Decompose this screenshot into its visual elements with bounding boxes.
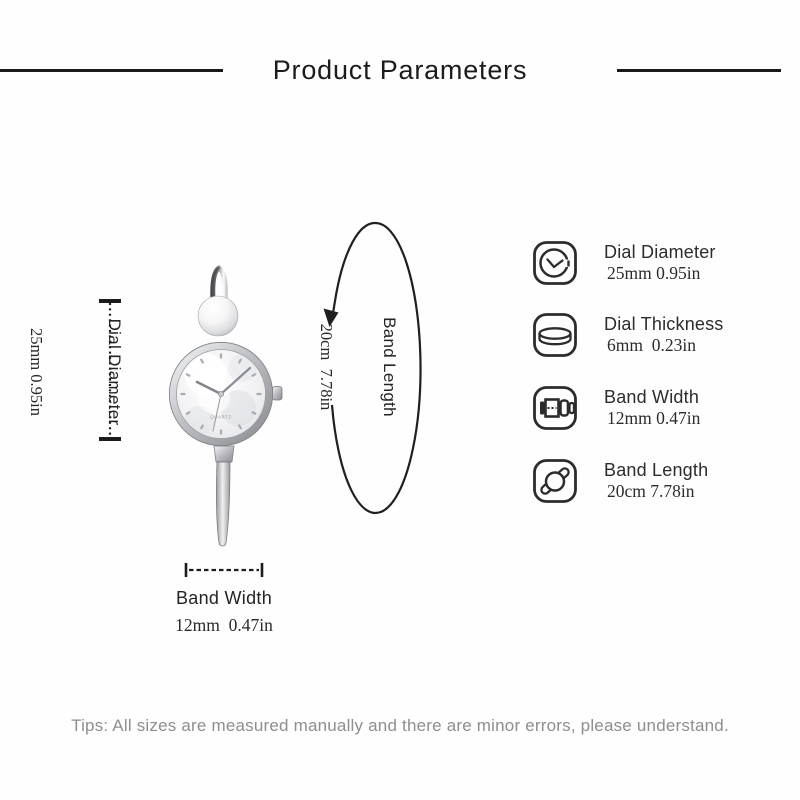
param-row-band-width	[532, 385, 700, 431]
param-value: 25mm 0.95in	[607, 263, 701, 283]
param-value: 20cm 7.78in	[607, 481, 695, 501]
dial-brand-text: QUARTZ	[210, 414, 232, 420]
param-value: 12mm 0.47in	[607, 408, 701, 428]
pearl	[198, 296, 238, 336]
watch-buckle-icon	[532, 385, 578, 431]
page-title: Product Parameters	[272, 55, 528, 85]
watch-strap-icon	[532, 458, 578, 504]
dial-diameter-value: 25mm 0.95in	[27, 327, 46, 416]
band-width-annotation	[175, 588, 273, 636]
param-value: 6mm 0.23in	[607, 335, 696, 355]
band-width-dimension-line	[186, 563, 262, 577]
param-row-dial-diameter	[532, 240, 716, 286]
band-width-value: 12mm 0.47in	[175, 615, 273, 635]
dial-diameter-label: Dial Diameter	[105, 318, 124, 426]
watch-illustration	[170, 268, 283, 546]
band-length-label: Band Length	[380, 317, 399, 417]
band-width-label: Band Width	[175, 588, 273, 608]
param-label: Band Length	[604, 460, 709, 480]
watch-case-icon	[532, 312, 578, 358]
clock-icon	[532, 240, 578, 286]
band-length-value: 20cm 7.78in	[317, 323, 336, 411]
tips-text: Tips: All sizes are measured manually and there are minor errors, please understand.	[71, 716, 729, 735]
param-row-band-length	[532, 458, 708, 504]
dial-diameter-annotation	[0, 319, 179, 426]
param-label: Band Width	[604, 387, 700, 407]
param-label: Dial Thickness	[604, 314, 724, 334]
param-row-dial-thickness	[532, 312, 724, 358]
param-label: Dial Diameter	[604, 242, 716, 262]
band-length-annotation	[274, 317, 442, 417]
